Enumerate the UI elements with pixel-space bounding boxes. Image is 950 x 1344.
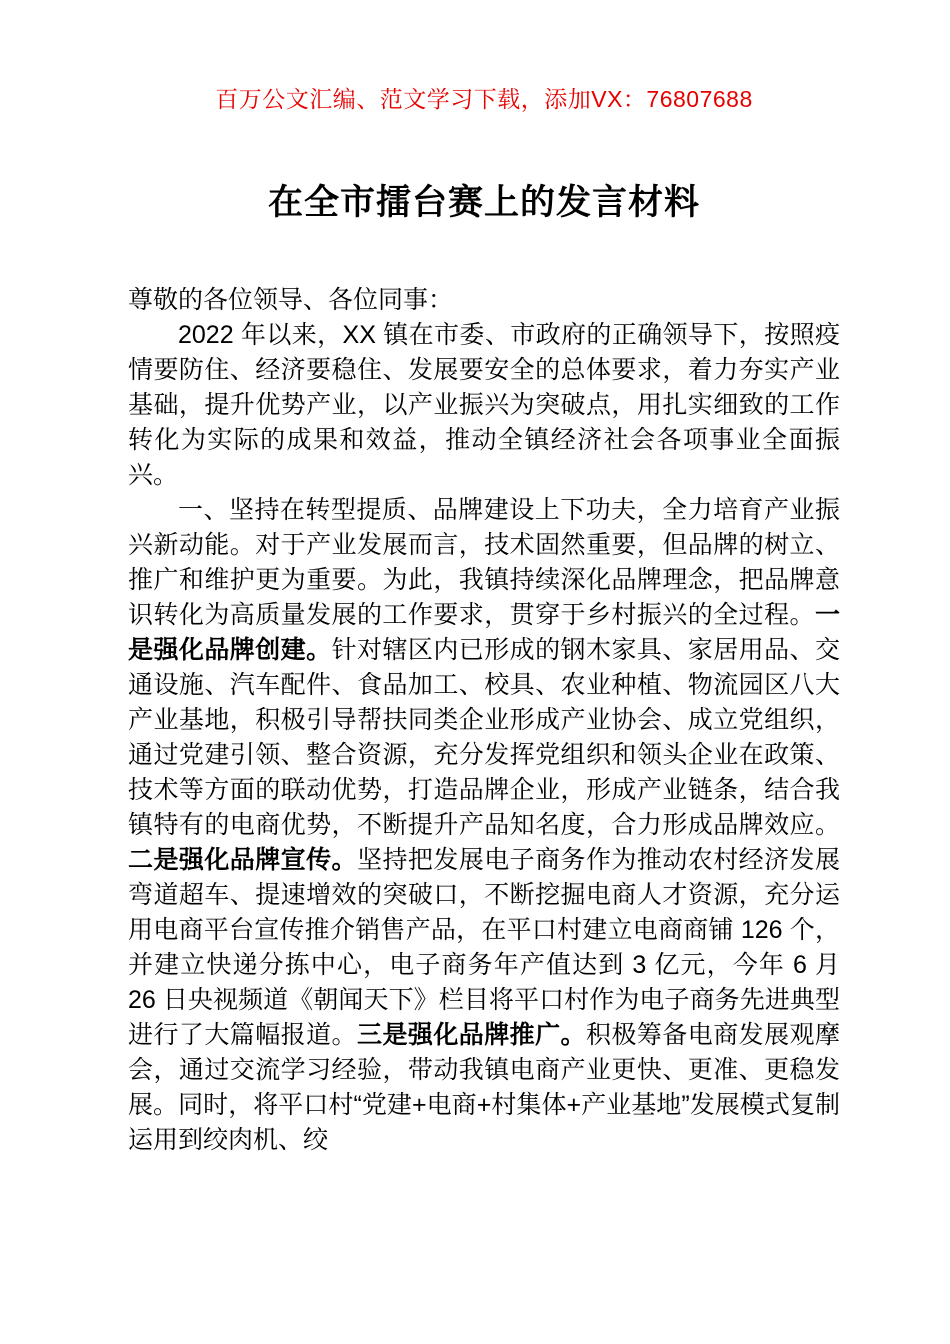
text-run: 一、坚持在转型提质、品牌建设上下功夫，全力培育产业振兴新动能。对于产业发展而言，技术固然重要，但品牌的树立、推广和维护更为重要。为此，我镇持续深化品牌理念，把品牌意识转化为高质量发展的工作要求，贯穿于乡村振兴的全过程。	[128, 496, 840, 629]
document-title: 在全市擂台赛上的发言材料	[267, 183, 700, 222]
paragraph	[128, 493, 840, 1158]
paragraph	[128, 283, 840, 318]
document-body	[128, 283, 840, 1158]
paragraph	[128, 318, 840, 493]
bold-text-run: 二是强化品牌宣传。	[128, 846, 357, 874]
bold-text-run: 三是强化品牌推广。	[357, 1021, 586, 1049]
text-run: 针对辖区内已形成的钢木家具、家居用品、交通设施、汽车配件、食品加工、校具、农业种植、物流园区八大产业基地，积极引导帮扶同类企业形成产业协会、成立党组织，通过党建引领、整合资源，充分发挥党组织和领头企业在政策、技术等方面的联动优势，打造品牌企业，形成产业链条，结合我镇特有的电商优势，不断提升产品知名度，合力形成品牌效应。	[128, 636, 840, 839]
text-run: 坚持把发展电子商务作为推动农村经济发展弯道超车、提速增效的突破口，不断挖掘电商人才资源，充分运用电商平台宣传推介销售产品，在平口村建立电商商铺 126 个，并建立快递分拣中心，电子商务年产值达到 3 亿元，今年 6 月 26 日央视频道《朝闻天下》栏目将平口村作为电子商务先进典型进行了大篇幅报道。	[128, 846, 840, 1049]
bold-text-run: 一是强化品牌创建。	[128, 601, 840, 664]
promo-header-text: 百万公文汇编、范文学习下载，添加VX：76807688	[215, 86, 753, 112]
text-run: 积极筹备电商发展观摩会，通过交流学习经验，带动我镇电商产业更快、更准、更稳发展。同时，将平口村“党建+电商+村集体+产业基地”发展模式复制运用到绞肉机、绞	[128, 1021, 840, 1154]
text-run: 尊敬的各位领导、各位同事：	[128, 286, 454, 314]
text-run: 2022 年以来，XX 镇在市委、市政府的正确领导下，按照疫情要防住、经济要稳住、发展要安全的总体要求，着力夯实产业基础，提升优势产业，以产业振兴为突破点，用扎实细致的工作转化为实际的成果和效益，推动全镇经济社会各项事业全面振兴。	[128, 321, 840, 489]
